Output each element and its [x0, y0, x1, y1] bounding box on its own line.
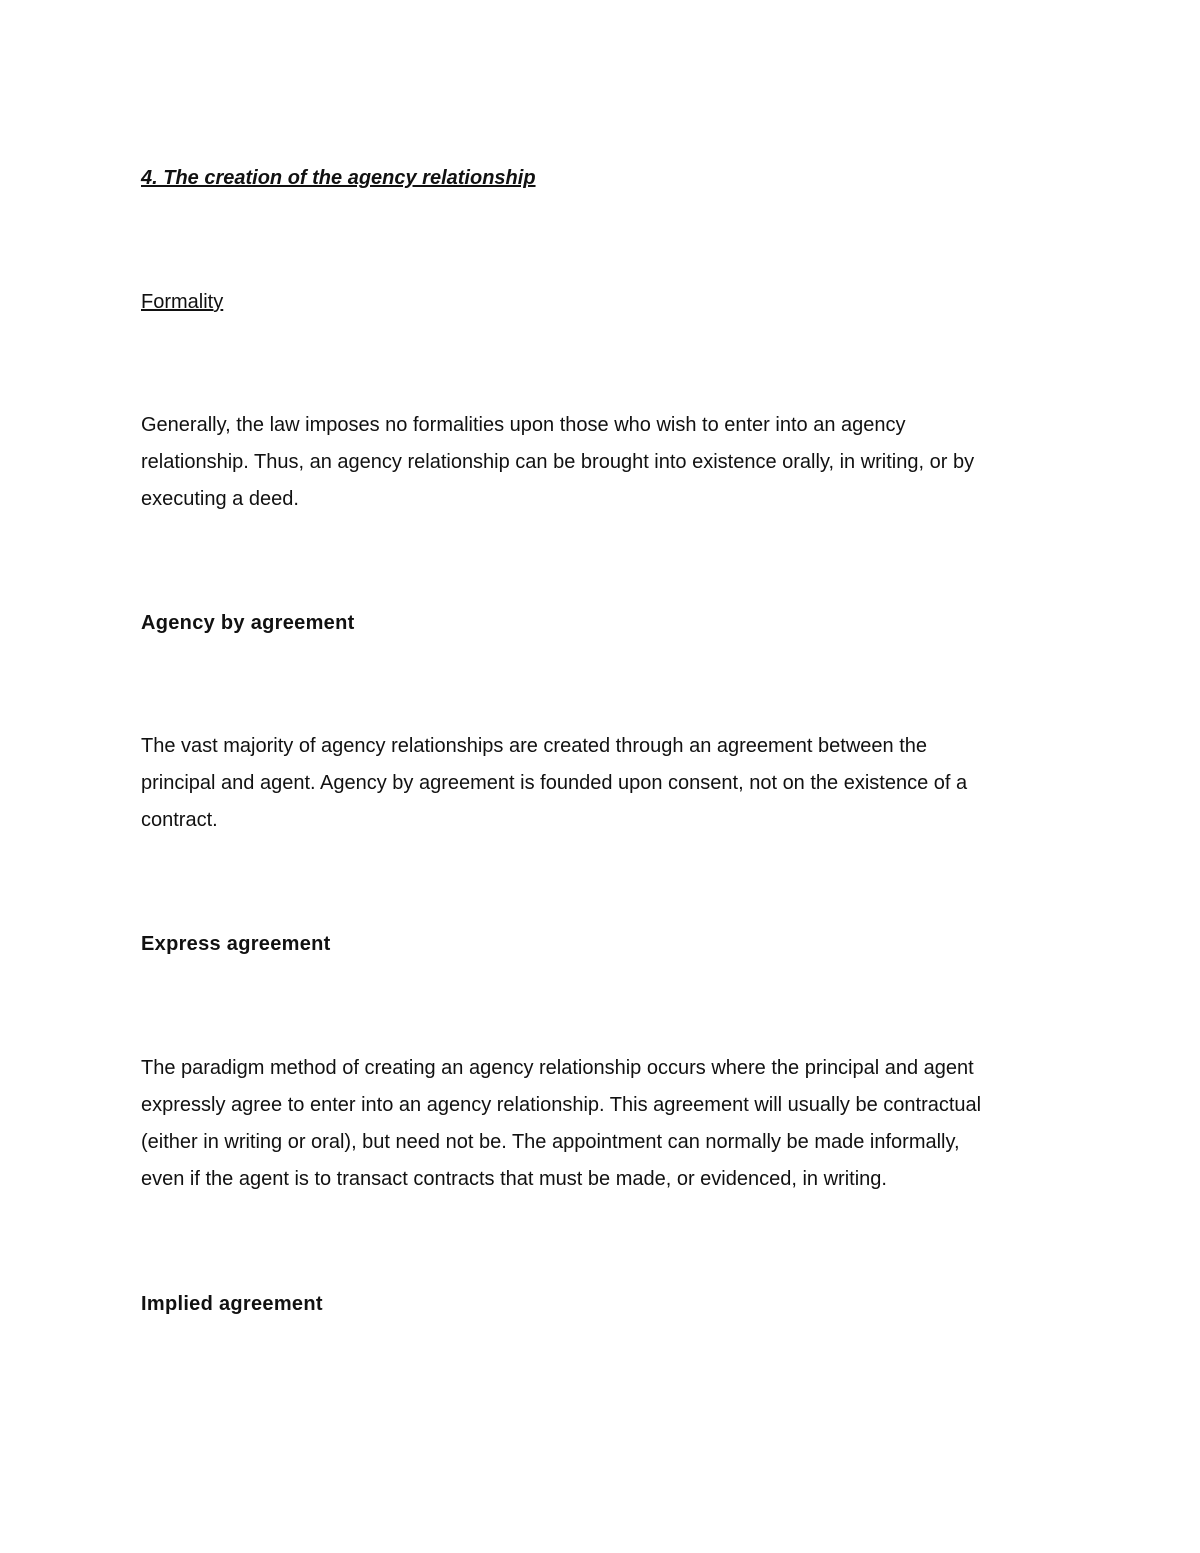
paragraph-line: The vast majority of agency relationships are created through an agreement between the [141, 735, 928, 757]
paragraph-line: The paradigm method of creating an agency relationship occurs where the principal and agent [141, 1057, 974, 1079]
paragraph-line: principal and agent. Agency by agreement is founded upon consent, not on the existence of a [141, 772, 968, 794]
paragraph-line: executing a deed. [141, 488, 299, 510]
section-heading-formality: Formality [141, 291, 224, 313]
section-heading-agency-by-agreement: Agency by agreement [141, 612, 355, 634]
section-heading-express-agreement: Express agreement [141, 933, 331, 955]
paragraph-line: expressly agree to enter into an agency relationship. This agreement will usually be contractual [141, 1094, 982, 1116]
section-heading-implied-agreement: Implied agreement [141, 1293, 323, 1315]
paragraph-line: Generally, the law imposes no formalities upon those who wish to enter into an agency [141, 414, 906, 436]
paragraph-agency-by-agreement [141, 728, 1071, 839]
document-title: 4. The creation of the agency relationship [141, 167, 536, 189]
paragraph-line: even if the agent is to transact contracts that must be made, or evidenced, in writing. [141, 1168, 887, 1190]
paragraph-line: relationship. Thus, an agency relationship can be brought into existence orally, in writing, or by [141, 451, 975, 473]
paragraph-formality [141, 407, 1071, 518]
paragraph-line: (either in writing or oral), but need not be. The appointment can normally be made informally, [141, 1131, 960, 1153]
paragraph-line: contract. [141, 809, 218, 831]
paragraph-express-agreement [141, 1050, 1071, 1198]
